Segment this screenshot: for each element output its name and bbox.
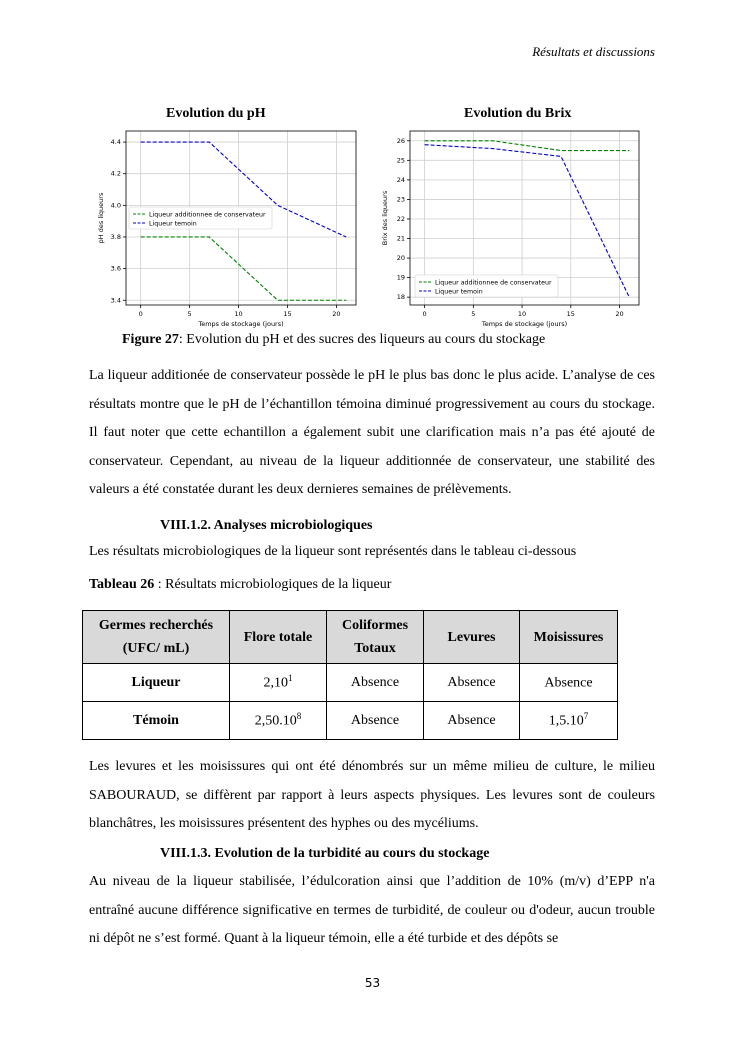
x-tick-label: 5 <box>187 310 192 318</box>
row-label: Témoin <box>83 702 230 740</box>
y-tick-label: 4.2 <box>110 169 121 178</box>
y-tick-label: 4.4 <box>110 138 121 147</box>
y-axis-label: Brix des liqueurs <box>381 190 389 246</box>
y-tick-label: 20 <box>396 254 405 263</box>
x-tick-label: 15 <box>283 310 292 318</box>
y-tick-label: 22 <box>396 214 405 223</box>
y-tick-label: 24 <box>396 175 405 184</box>
section-heading-turbidity: VIII.1.3. Evolution de la turbidité au cours du stockage <box>160 846 490 861</box>
y-tick-label: 21 <box>396 234 405 243</box>
table-row <box>83 702 618 740</box>
legend-label: Liqueur temoin <box>435 288 483 296</box>
section-heading-microbiology: VIII.1.2. Analyses microbiologiques <box>160 518 373 533</box>
x-tick-label: 10 <box>234 310 243 318</box>
ph-chart <box>95 125 365 330</box>
legend-label: Liqueur temoin <box>149 220 197 228</box>
y-axis-label: pH des liqueurs <box>97 192 105 244</box>
x-tick-label: 0 <box>138 310 143 318</box>
x-axis-label: Temps de stockage (jours) <box>198 320 284 328</box>
section-intro-microbiology: Les résultats microbiologiques de la liqueur sont représentés dans le tableau ci-dessous <box>89 544 577 559</box>
cell-moisissures: Absence <box>520 664 618 702</box>
header-levures: Levures <box>424 611 520 664</box>
y-tick-label: 3.6 <box>110 264 121 273</box>
paragraph-ph-analysis: La liqueur additionée de conservateur possède le pH le plus bas donc le plus acide. L’analyse de ces résultats montre que le pH de l’échantillon témoina diminué progressivement au cours du stockage. Il faut noter que cette echantillon a également subit une clarification mais n’a pas été ajouté de conservateur. Cependant, au niveau de la liqueur additionnée de conservateur, une stabilité des valeurs a été constatée durant les deux dernieres semaines de prélèvements. <box>89 368 655 497</box>
cell-levures: Absence <box>424 702 520 740</box>
y-tick-label: 23 <box>396 195 405 204</box>
x-tick-label: 5 <box>471 310 476 318</box>
cell-flore-totale: 2,10$^1$ <box>230 664 327 702</box>
microbiology-table <box>82 610 618 740</box>
series-line-conservateur <box>425 141 630 151</box>
cell-levures: Absence <box>424 664 520 702</box>
y-tick-label: 18 <box>396 293 405 302</box>
table-caption: Tableau 26 : Résultats microbiologiques de la liqueur <box>89 577 392 592</box>
legend-label: Liqueur additionnee de conservateur <box>435 279 552 287</box>
paragraph-sabouraud: Les levures et les moisissures qui ont été dénombrés sur un même milieu de culture, le milieu SABOURAUD, se diffèrent par rapport à leurs aspects physiques. Les levures sont de couleurs blanchâtres, les moisissures présentent des hyphes ou des mycéliums. <box>89 759 655 831</box>
y-tick-label: 25 <box>396 156 405 165</box>
table-header-row <box>83 611 618 664</box>
table-row <box>83 664 618 702</box>
y-tick-label: 3.8 <box>110 232 121 241</box>
chart-title-brix: Evolution du Brix <box>464 106 572 121</box>
cell-coliformes: Absence <box>327 702 424 740</box>
brix-chart <box>381 125 647 330</box>
x-tick-label: 20 <box>615 310 624 318</box>
page-number: 53 <box>364 976 381 990</box>
running-header: Résultats et discussions <box>532 44 655 59</box>
x-tick-label: 20 <box>332 310 341 318</box>
header-flore-totale: Flore totale <box>230 611 327 664</box>
y-tick-label: 26 <box>396 136 405 145</box>
series-line-temoin <box>425 145 630 297</box>
header-germes: Germes recherchés (UFC/ mL) <box>83 611 230 664</box>
cell-moisissures: 1,5.10$^7$ <box>520 702 618 740</box>
y-tick-label: 4.0 <box>110 201 121 210</box>
legend-label: Liqueur additionnee de conservateur <box>149 211 266 219</box>
header-moisissures: Moisissures <box>520 611 618 664</box>
x-tick-label: 0 <box>422 310 427 318</box>
y-tick-label: 19 <box>396 273 405 282</box>
paragraph-turbidity: Au niveau de la liqueur stabilisée, l’édulcoration ainsi que l’addition de 10% (m/v) d’EPP n'a entraîné aucune différence significative en termes de turbidité, de couleur ou d'odeur, aucun trouble ni dépôt ne s’est formé. Quant à la liqueur témoin, elle a été turbide et des dépôts se <box>89 874 655 946</box>
chart-title-ph: Evolution du pH <box>166 106 266 121</box>
y-tick-label: 3.4 <box>110 296 121 305</box>
cell-flore-totale: 2,50.10$^8$ <box>230 702 327 740</box>
x-axis-label: Temps de stockage (jours) <box>481 320 568 328</box>
header-coliformes: Coliformes Totaux <box>327 611 424 664</box>
cell-coliformes: Absence <box>327 664 424 702</box>
x-tick-label: 10 <box>517 310 527 318</box>
figure-caption: Figure 27: Evolution du pH et des sucres des liqueurs au cours du stockage <box>122 332 546 347</box>
x-tick-label: 15 <box>566 310 575 318</box>
row-label: Liqueur <box>83 664 230 702</box>
